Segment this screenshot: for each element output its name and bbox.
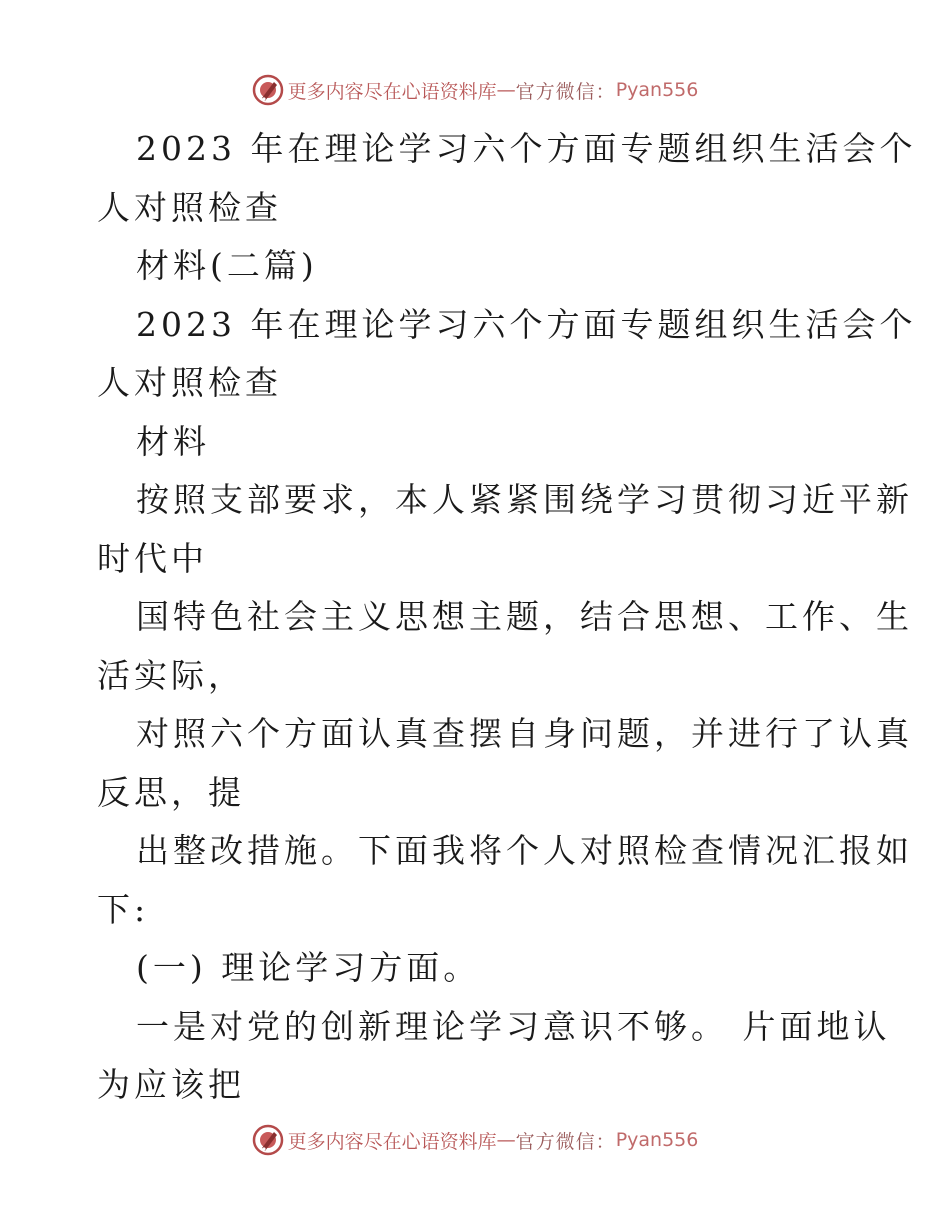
- text-line: 按照支部要求，本人紧紧围绕学习贯彻习近平新: [136, 480, 913, 519]
- header-banner[interactable]: [0, 70, 950, 110]
- banner-dash: —: [496, 1129, 516, 1151]
- title-line-1: 2023 年在理论学习六个方面专题组织生活会个: [136, 129, 917, 168]
- text-line: 为应该把: [97, 1065, 245, 1104]
- banner-wechat-id: Pyan556: [615, 79, 699, 101]
- text-line: 材料: [136, 421, 210, 461]
- pen-logo-icon: [252, 1124, 284, 1156]
- text-line: 出整改措施。下面我将个人对照检查情况汇报如: [136, 831, 913, 870]
- banner-wechat-id: Pyan556: [615, 1129, 699, 1151]
- text-line: 一是对党的创新理论学习意识不够。 片面地认: [136, 1006, 891, 1046]
- text-line: 下:: [97, 889, 150, 929]
- title-line-2: 人对照检查: [97, 187, 282, 227]
- document-body: [97, 120, 917, 1115]
- text-line: 人对照检查: [97, 363, 282, 402]
- banner-text: 更多内容尽在心语资料库: [287, 80, 497, 103]
- banner-wechat-label: 官方微信：: [515, 1130, 616, 1153]
- banner-text: 更多内容尽在心语资料库: [287, 1130, 497, 1153]
- footer-banner[interactable]: [0, 1120, 950, 1160]
- section-heading: (一) 理论学习方面。: [136, 948, 481, 987]
- text-line: 活实际，: [97, 655, 245, 695]
- title-line-3: 材料(二篇): [136, 246, 318, 285]
- text-line: 国特色社会主义思想主题，结合思想、工作、生: [136, 597, 913, 636]
- text-line: 时代中: [97, 538, 208, 578]
- text-line: 2023 年在理论学习六个方面专题组织生活会个: [136, 304, 917, 344]
- banner-wechat-label: 官方微信：: [515, 80, 616, 103]
- text-line: 反思，提: [97, 772, 245, 812]
- text-line: 对照六个方面认真查摆自身问题，并进行了认真: [136, 714, 913, 753]
- banner-dash: —: [496, 79, 516, 101]
- pen-logo-icon: [252, 74, 284, 106]
